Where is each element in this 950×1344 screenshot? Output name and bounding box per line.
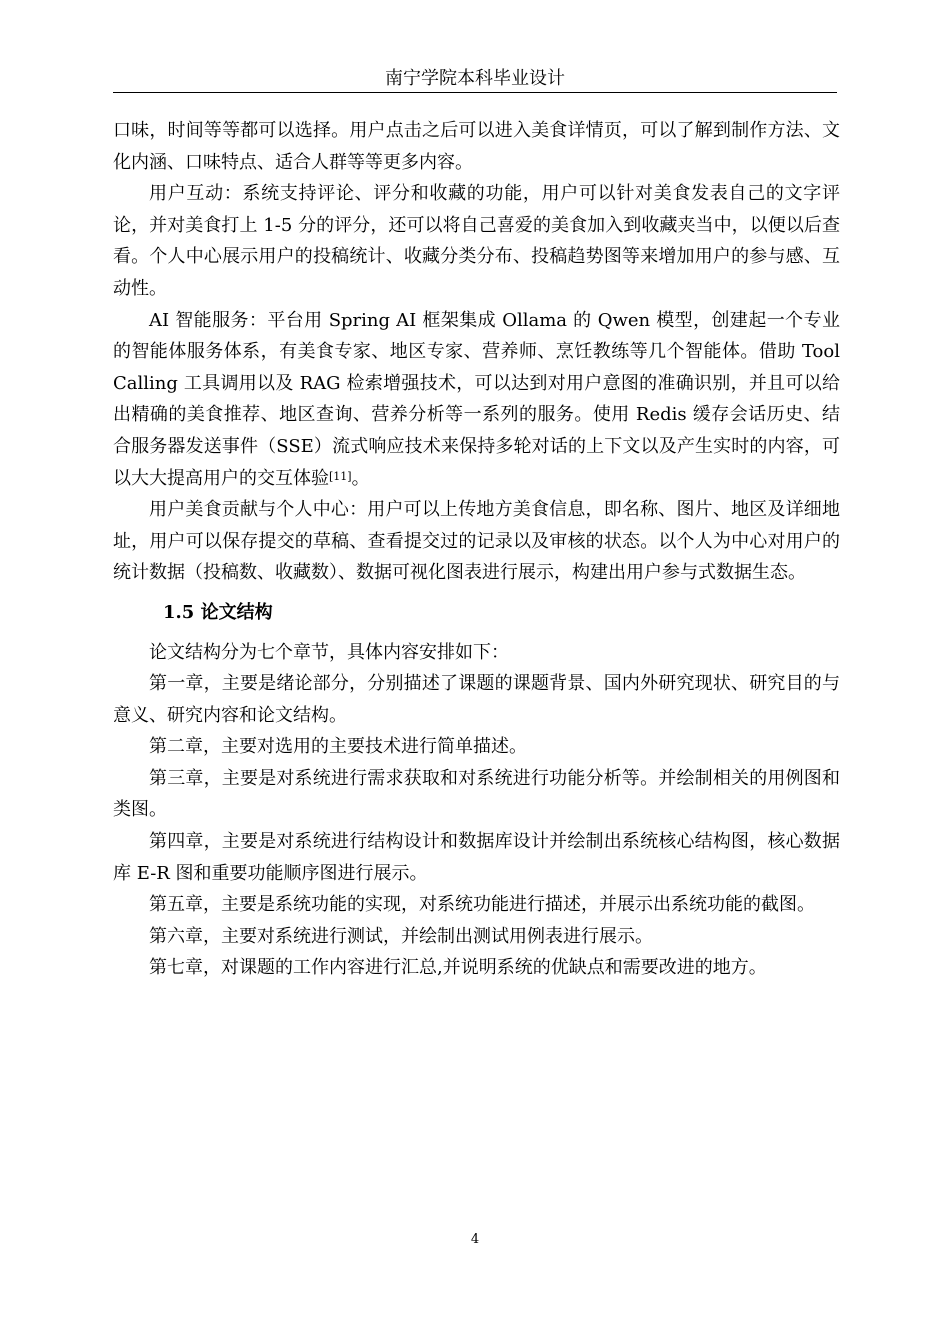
- paragraph-ai-service-text: AI 智能服务：平台用 Spring AI 框架集成 Ollama 的 Qwen 模型，创建起一个专业的智能体服务体系，有美食专家、地区专家、营养师、烹饪教练等几个智能体。借助 Tool Calling 工具调用以及 RAG 检索增强技术，可以达到对用户意图的准确识别，并且可以给出精确的美食推荐、地区查询、营养分析等一系列的服务。使用 Redis 缓存会话历史、结合服务器发送事件（SSE）流式响应技术来保持多轮对话的上下文以及产生实时的内容，可以大大提高用户的交互体验: [113, 309, 840, 489]
- chapter-item: 第五章，主要是系统功能的实现，对系统功能进行描述，并展示出系统功能的截图。: [149, 894, 815, 916]
- paragraph-ai-service: [113, 305, 840, 495]
- paragraph-ai-service-end: 。: [351, 467, 370, 489]
- header-divider: [113, 92, 837, 93]
- chapter-item: 第三章，主要是对系统进行需求获取和对系统进行功能分析等。并绘制相关的用例图和类图。: [113, 767, 840, 821]
- paragraph-continuation: 口味，时间等等都可以选择。用户点击之后可以进入美食详情页，可以了解到制作方法、文化内涵、口味特点、适合人群等等更多内容。: [113, 120, 840, 173]
- page-header-title: 南宁学院本科毕业设计: [385, 68, 565, 89]
- chapter-item: 第四章，主要是对系统进行结构设计和数据库设计并绘制出系统核心结构图，核心数据库 E-R 图和重要功能顺序图进行展示。: [113, 831, 840, 884]
- chapter-item: 第二章，主要对选用的主要技术进行简单描述。: [149, 736, 527, 758]
- chapter-item: 第七章，对课题的工作内容进行汇总,并说明系统的优缺点和需要改进的地方。: [149, 957, 767, 979]
- body-text: [113, 115, 840, 984]
- citation-reference: [11]: [329, 469, 352, 483]
- section-heading: 1.5 论文结构: [163, 601, 273, 623]
- paragraph-user-contribution: 用户美食贡献与个人中心：用户可以上传地方美食信息，即名称、图片、地区及详细地址，用户可以保存提交的草稿、查看提交过的记录以及审核的状态。以个人为中心对用户的统计数据（投稿数、收藏数）、数据可视化图表进行展示，构建出用户参与式数据生态。: [113, 499, 840, 584]
- page-number: 4: [470, 1232, 480, 1247]
- paragraph-user-interaction: 用户互动：系统支持评论、评分和收藏的功能，用户可以针对美食发表自己的文字评论，并对美食打上 1-5 分的评分，还可以将自己喜爱的美食加入到收藏夹当中，以便以后查看。个人中心展示用户的投稿统计、收藏分类分布、投稿趋势图等来增加用户的参与感、互动性。: [113, 183, 840, 299]
- chapter-item: 第一章，主要是绪论部分，分别描述了课题的课题背景、国内外研究现状、研究目的与意义、研究内容和论文结构。: [113, 673, 840, 726]
- section-intro: 论文结构分为七个章节，具体内容安排如下：: [149, 641, 509, 663]
- chapter-item: 第六章，主要对系统进行测试，并绘制出测试用例表进行展示。: [149, 925, 653, 947]
